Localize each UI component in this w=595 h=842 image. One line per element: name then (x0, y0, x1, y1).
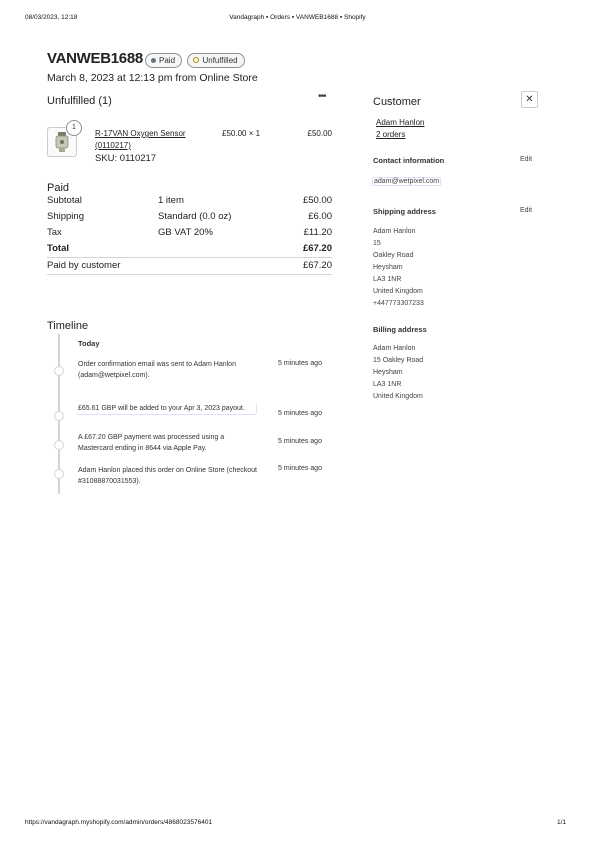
payment-amount: £50.00 (302, 195, 332, 206)
billing-line: LA3 1NR (373, 381, 402, 388)
payment-desc: GB VAT 20% (158, 227, 213, 238)
payment-label: Shipping (47, 211, 84, 222)
payment-title: Paid (47, 182, 70, 194)
timeline-time: 5 minutes ago (278, 360, 322, 367)
timeline-event[interactable]: £65.61 GBP will be added to your Apr 3, 2023 payout. (76, 403, 257, 415)
billing-line: United Kingdom (373, 393, 423, 400)
shipping-line: 15 (373, 240, 381, 247)
print-page-number: 1/1 (557, 819, 567, 826)
divider (47, 257, 332, 258)
customer-name-link[interactable]: Adam Hanlon (376, 118, 425, 127)
timeline-dot (54, 411, 64, 421)
timeline-dot (54, 440, 64, 450)
quantity-badge: 1 (66, 120, 82, 136)
payment-amount: £6.00 (308, 211, 332, 222)
timeline-title: Timeline (47, 320, 89, 332)
status-badges (145, 50, 245, 68)
timeline-event: Adam Hanlon placed this order on Online Store (checkout #31088870031553). (78, 467, 257, 485)
customer-orders-link[interactable]: 2 orders (376, 130, 406, 139)
paid-by-customer-amount: £67.20 (302, 260, 332, 271)
unfulfilled-title: Unfulfilled (1) (47, 95, 112, 107)
billing-line: 15 Oakley Road (373, 357, 424, 364)
shipping-line: Heysham (373, 264, 403, 271)
shipping-line: Oakley Road (373, 252, 414, 259)
order-id: VANWEB1688 (47, 50, 143, 67)
product-unit-price: £50.00 × 1 (222, 129, 261, 138)
total-label: Total (47, 243, 69, 254)
payment-label: Subtotal (47, 195, 82, 206)
print-page-title: Vandagraph ▪ Orders ▪ VANWEB1688 ▪ Shopify (229, 14, 366, 21)
billing-line: Heysham (373, 369, 403, 376)
payment-desc: 1 item (158, 195, 184, 206)
shipping-line: United Kingdom (373, 288, 423, 295)
print-datetime: 08/03/2023, 12:18 (25, 14, 78, 21)
edit-shipping-button[interactable]: Edit (520, 207, 533, 214)
timeline-dot (54, 469, 64, 479)
shipping-address-title: Shipping address (373, 207, 436, 216)
shipping-line: Adam Hanlon (373, 228, 416, 235)
payment-desc: Standard (0.0 oz) (158, 211, 232, 222)
product-name-link[interactable]: R-17VAN Oxygen Sensor (95, 129, 186, 138)
timeline-day: Today (78, 339, 100, 348)
product-sku-link[interactable]: (0110217) (95, 141, 131, 150)
billing-line: Adam Hanlon (373, 345, 416, 352)
timeline-event: Order confirmation email was sent to Adam Hanlon (adam@wetpixel.com). (78, 361, 236, 379)
product-sku: SKU: 0110217 (95, 153, 157, 164)
contact-info-title: Contact information (373, 156, 445, 165)
paid-dot-icon (151, 58, 156, 63)
timeline-time: 5 minutes ago (278, 438, 322, 445)
customer-title: Customer (373, 96, 421, 108)
unfulfilled-ring-icon (193, 57, 199, 63)
timeline-event[interactable]: A £67.20 GBP payment was processed using a Mastercard ending in 8644 via Apple Pay. (78, 434, 225, 452)
paid-badge: Paid (145, 53, 182, 68)
edit-contact-button[interactable]: Edit (520, 156, 533, 163)
billing-address-title: Billing address (373, 325, 427, 334)
payment-label: Tax (47, 227, 62, 238)
print-url: https://vandagraph.myshopify.com/admin/orders/4868023576401 (25, 819, 213, 826)
paid-by-customer-label: Paid by customer (47, 260, 121, 271)
unfulfilled-badge: Unfulfilled (187, 53, 244, 68)
divider (47, 274, 332, 275)
shipping-line: LA3 1NR (373, 276, 402, 283)
total-amount: £67.20 (302, 243, 332, 254)
product-line-total: £50.00 (307, 129, 332, 138)
more-actions-icon[interactable]: ••• (318, 91, 326, 102)
customer-email-link[interactable]: adam@wetpixel.com (374, 178, 440, 185)
shipping-phone: +447773307233 (373, 300, 424, 307)
timeline-dot (54, 366, 64, 376)
close-icon[interactable]: ✕ (521, 91, 538, 108)
timeline-time: 5 minutes ago (278, 410, 322, 417)
timeline-time: 5 minutes ago (278, 465, 322, 472)
payment-amount: £11.20 (303, 227, 332, 238)
order-subtitle: March 8, 2023 at 12:13 pm from Online Store (47, 72, 258, 84)
